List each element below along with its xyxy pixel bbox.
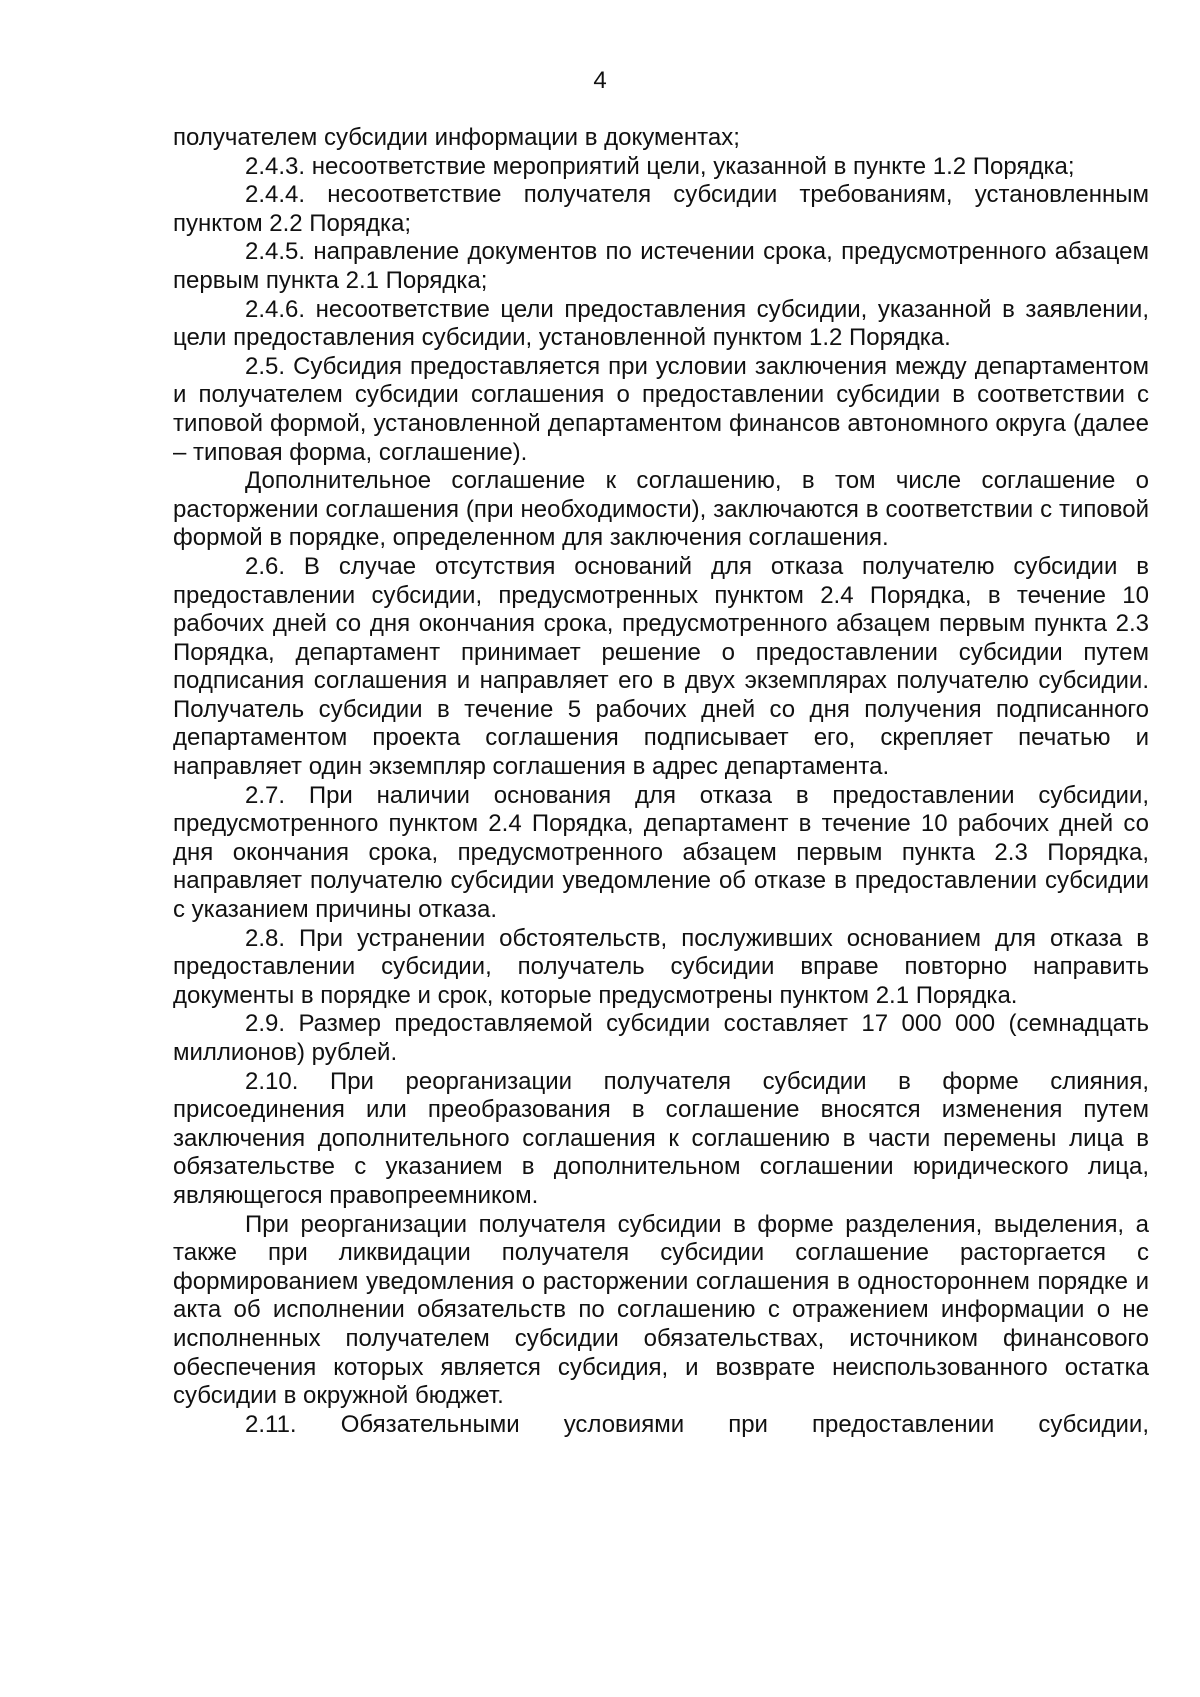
page-number: 4 (593, 67, 607, 94)
paragraph-2-10-division: При реорганизации получателя субсидии в форме разделения, выделения, а также при ликвидации получателя субсидии соглашение расторгается с формированием уведомления о расторжении соглашения в одностороннем порядке и акта об исполнении обязательств по соглашению с отражением информации о не исполненных получателем субсидии обязательствах, источником финансового обеспечения которых является субсидия, и возврате неиспользованного остатка субсидии в окружной бюджет. (173, 1210, 1149, 1410)
paragraph-2-10: 2.10. При реорганизации получателя субсидии в форме слияния, присоединения или преобразования в соглашение вносятся изменения путем заключения дополнительного соглашения к соглашению в части перемены лица в обязательстве с указанием в дополнительном соглашении юридического лица, являющегося правопреемником. (173, 1067, 1149, 1209)
paragraph-2-4-3: 2.4.3. несоответствие мероприятий цели, указанной в пункте 1.2 Порядка; (245, 152, 1075, 180)
document-body (173, 124, 1149, 1439)
paragraph-2-9: 2.9. Размер предоставляемой субсидии составляет 17 000 000 (семнадцать миллионов) рублей. (173, 1010, 1149, 1066)
paragraph-2-4-6: 2.4.6. несоответствие цели предоставления субсидии, указанной в заявлении, цели предоставления субсидии, установленной пунктом 1.2 Порядка. (173, 295, 1149, 352)
paragraph-continuation: получателем субсидии информации в документах; (173, 124, 740, 151)
paragraph-2-4-5: 2.4.5. направление документов по истечении срока, предусмотренного абзацем первым пункта 2.1 Порядка; (173, 238, 1149, 294)
paragraph-2-5: 2.5. Субсидия предоставляется при условии заключения между департаментом и получателем субсидии соглашения о предоставлении субсидии в соответствии с типовой формой, установленной департаментом финансов автономного округа (далее – типовая форма, соглашение). (173, 352, 1149, 466)
paragraph-2-11: 2.11. Обязательными условиями при предоставлении субсидии, (245, 1410, 1149, 1438)
paragraph-2-6: 2.6. В случае отсутствия оснований для отказа получателю субсидии в предоставлении субсидии, предусмотренных пунктом 2.4 Порядка, в течение 10 рабочих дней со дня окончания срока, предусмотренного абзацем первым пункта 2.3 Порядка, департамент принимает решение о предоставлении субсидии путем подписания соглашения и направляет его в двух экземплярах получателю субсидии. Получатель субсидии в течение 5 рабочих дней со дня получения подписанного департаментом проекта соглашения подписывает его, скрепляет печатью и направляет один экземпляр соглашения в адрес департамента. (173, 552, 1149, 781)
paragraph-2-5-additional-agreement: Дополнительное соглашение к соглашению, в том числе соглашение о расторжении соглашения (при необходимости), заключаются в соответствии с типовой формой в порядке, определенном для заключения соглашения. (173, 467, 1149, 552)
paragraph-2-4-4: 2.4.4. несоответствие получателя субсидии требованиям, установленным пунктом 2.2 Порядка; (173, 181, 1149, 237)
paragraph-2-8: 2.8. При устранении обстоятельств, послуживших основанием для отказа в предоставлении субсидии, получатель субсидии вправе повторно направить документы в порядке и срок, которые предусмотрены пунктом 2.1 Порядка. (173, 924, 1149, 1009)
paragraph-2-7: 2.7. При наличии основания для отказа в предоставлении субсидии, предусмотренного пунктом 2.4 Порядка, департамент в течение 10 рабочих дней со дня окончания срока, предусмотренного абзацем первым пункта 2.3 Порядка, направляет получателю субсидии уведомление об отказе в предоставлении субсидии с указанием причины отказа. (173, 781, 1149, 924)
